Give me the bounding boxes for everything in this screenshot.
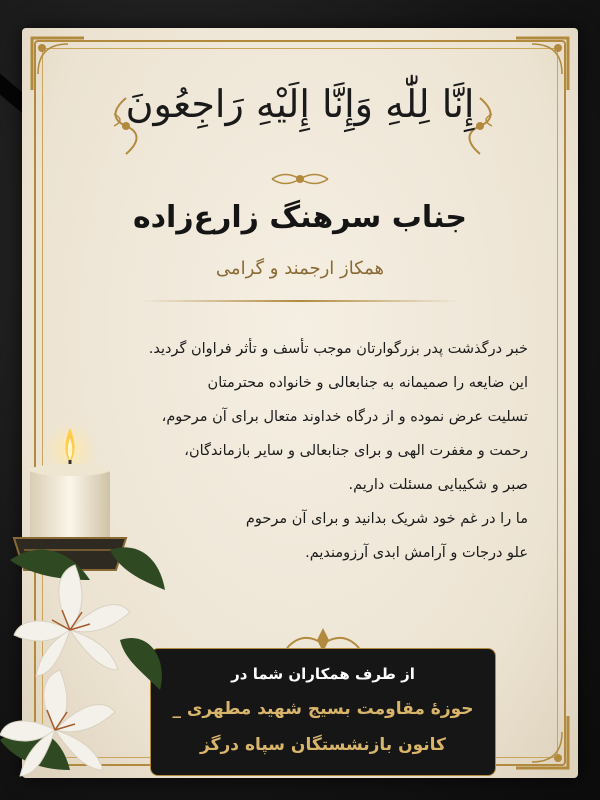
message-line: ما را در غم خود شریک بدانید و برای آن مرحوم — [245, 511, 528, 527]
message-line: صبر و شکیبایی مسئلت داریم. — [348, 477, 528, 493]
subtitle: همکاز ارجمند و گرامی — [215, 258, 385, 279]
corner-ornament-icon — [512, 712, 572, 772]
message-line: خبر درگذشت پدر بزرگوارتان موجب تأسف و تأثر فراوان گردید. — [148, 341, 528, 357]
quran-verse: إِنَّا لِلّٰهِ وَإِنَّا إِلَيْهِ رَاجِعُونَ — [125, 82, 475, 126]
message-line: رحمت و مغفرت الهی و برای جنابعالی و سایر بازماندگان، — [184, 443, 528, 459]
signature-org-2: کانون بازنشستگان سپاه درگز — [200, 735, 446, 755]
corner-ornament-icon — [28, 34, 88, 94]
divider — [140, 300, 460, 302]
message-line: این ضایعه را صمیمانه به جنابعالی و خانواده محترمتان — [207, 375, 528, 391]
message-line: تسلیت عرض نموده و از درگاه خداوند متعال برای آن مرحوم، — [161, 409, 528, 425]
corner-ornament-icon — [512, 34, 572, 94]
lily-flower-icon — [0, 520, 170, 800]
page-title: جناب سرهنگ زارع‌زاده — [132, 200, 468, 235]
signature-intro: از طرف همکاران شما در — [231, 665, 415, 683]
ornament-icon — [270, 168, 330, 190]
signature-org: حوزهٔ مقاومت بسیج شهید مطهری _ — [172, 699, 474, 719]
signature-box — [150, 648, 496, 776]
message-line: علو درجات و آرامش ابدی آرزومندیم. — [305, 545, 528, 561]
